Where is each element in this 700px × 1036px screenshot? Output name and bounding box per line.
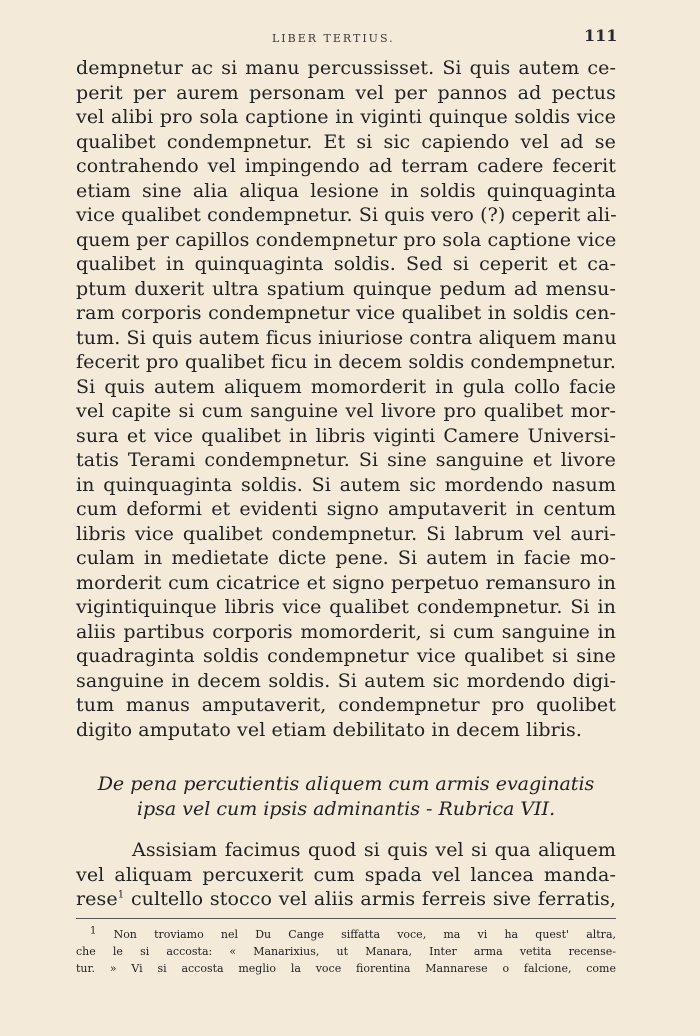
text-line: culam in medietate dicte pene. Si autem in facie mo- bbox=[76, 547, 616, 569]
text-fragment: cultello stocco vel aliis armis ferreis sive ferratis, bbox=[124, 888, 616, 910]
text-line: etiam sine alia aliqua lesione in soldis quinquaginta bbox=[76, 179, 616, 202]
text-line bbox=[76, 887, 616, 912]
text-line: quem per capillos condempnetur pro sola captione vice bbox=[76, 228, 617, 251]
text-line: sura et vice qualibet in libris viginti Camere Universi- bbox=[76, 424, 616, 447]
text-line: dempnetur ac si manu percussisset. Si quis autem ce- bbox=[76, 57, 616, 79]
paragraph-2 bbox=[76, 838, 616, 912]
text-line: contrahendo vel impingendo ad terram cadere fecerit bbox=[76, 155, 616, 177]
text-line: ptum duxerit ultra spatium quinque pedum ad mensu- bbox=[76, 277, 616, 300]
rubric-line: ipsa vel cum ipsis adminantis - Rubrica VII. bbox=[136, 798, 556, 820]
text-line: vel capite si cum sanguine vel livore pro qualibet mor- bbox=[76, 400, 616, 422]
text-line: quadraginta soldis condempnetur vice qualibet si sine bbox=[76, 645, 616, 667]
text-line: ram corporis condempnetur vice qualibet in soldis cen- bbox=[76, 302, 616, 324]
text-line: vel aliquam percuxerit cum spada vel lancea manda- bbox=[76, 863, 616, 886]
text-line: in quinquaginta soldis. Si autem sic mordendo nasum bbox=[76, 473, 616, 496]
text-line: perit per aurem personam vel per pannos ad pectus bbox=[76, 81, 616, 104]
footnote-mark: 1 bbox=[90, 925, 97, 937]
text-line: Assisiam facimus quod si quis vel si qua aliquem bbox=[132, 839, 616, 861]
running-title: LIBER TERTIUS. bbox=[272, 32, 395, 45]
footnote-line bbox=[76, 926, 616, 943]
rubric-heading bbox=[76, 772, 616, 822]
text-line: fecerit pro qualibet ficu in decem soldis condempnetur. bbox=[76, 351, 616, 373]
text-line: tum. Si quis autem ficus iniuriose contra aliquem manu bbox=[76, 326, 617, 349]
paragraph-1 bbox=[76, 56, 616, 742]
text-fragment: rese bbox=[76, 888, 118, 910]
text-line: libris vice qualibet condempnetur. Si labrum vel auri- bbox=[76, 522, 616, 545]
text-line: Si quis autem aliquem momorderit in gula collo facie bbox=[76, 375, 616, 398]
text-line: morderit cum cicatrice et signo perpetuo remansuro in bbox=[76, 571, 616, 594]
text-line: qualibet condempnetur. Et si sic capiendo vel ad se bbox=[76, 130, 616, 153]
footnote-reference: 1 bbox=[117, 889, 125, 901]
text-line: vigintiquinque libris vice qualibet condempnetur. Si in bbox=[76, 596, 616, 618]
footnote bbox=[76, 926, 616, 977]
running-head bbox=[0, 26, 700, 50]
text-line: sanguine in decem soldis. Si autem sic mordendo digi- bbox=[76, 669, 616, 692]
footnote-text: Non troviamo nel Du Cange siffatta voce, ma vi ha quest' altra, bbox=[113, 928, 616, 941]
text-line: qualibet in quinquaginta soldis. Sed si ceperit et ca- bbox=[76, 253, 616, 275]
text-line: vice qualibet condempnetur. Si quis vero (?) ceperit ali- bbox=[76, 204, 617, 226]
text-line: tum manus amputaverit, condempnetur pro quolibet bbox=[76, 694, 616, 716]
text-line: aliis partibus corporis momorderit, si cum sanguine in bbox=[76, 620, 616, 643]
footnote-divider bbox=[76, 918, 616, 919]
footnote-line: che le si accosta: « Manarixius, ut Manara, Inter arma vetita recense- bbox=[76, 945, 616, 958]
footnote-line: tur. » Vi si accosta meglio la voce fiorentina Mannarese o falcione, come bbox=[76, 962, 616, 975]
text-line: digito amputato vel etiam debilitato in decem libris. bbox=[76, 718, 582, 741]
text-line: tatis Terami condempnetur. Si sine sanguine et livore bbox=[76, 449, 616, 471]
page-number: 111 bbox=[584, 26, 618, 45]
rubric-line: De pena percutientis aliquem cum armis evaginatis bbox=[97, 773, 595, 795]
text-line: cum deformi et evidenti signo amputaverit in centum bbox=[76, 498, 616, 520]
text-line: vel alibi pro sola captione in viginti quinque soldis vice bbox=[76, 106, 616, 128]
